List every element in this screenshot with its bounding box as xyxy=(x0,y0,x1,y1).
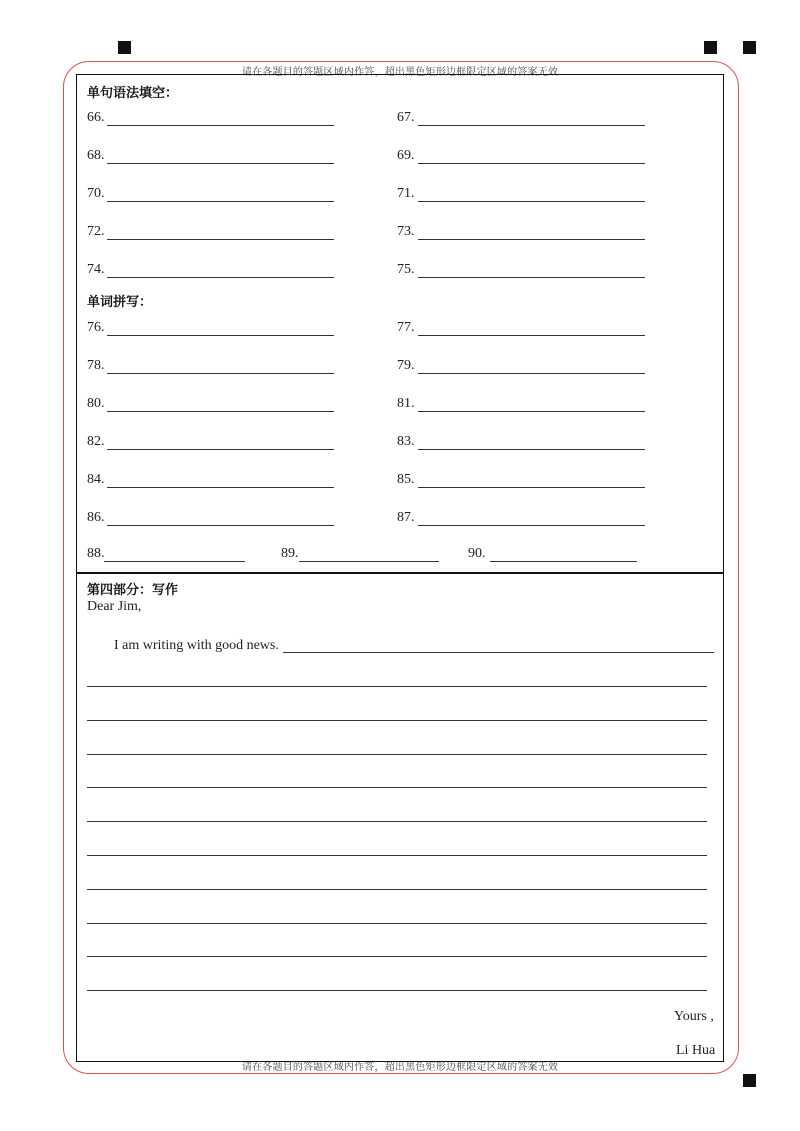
question-number: 67. xyxy=(397,110,415,125)
answer-line[interactable] xyxy=(418,373,645,374)
answer-line[interactable] xyxy=(418,411,645,412)
question-number: 70. xyxy=(87,186,105,201)
question-number: 74. xyxy=(87,262,105,277)
question-number: 81. xyxy=(397,396,415,411)
essay-line[interactable] xyxy=(87,956,707,957)
answer-line[interactable] xyxy=(418,335,645,336)
question-number: 79. xyxy=(397,358,415,373)
signature: Li Hua xyxy=(676,1043,716,1058)
essay-line[interactable] xyxy=(87,855,707,856)
answer-line[interactable] xyxy=(107,373,334,374)
answer-line-90[interactable] xyxy=(490,561,637,562)
answer-line[interactable] xyxy=(107,411,334,412)
question-number-90: 90. xyxy=(468,546,486,561)
answer-line[interactable] xyxy=(107,201,334,202)
answer-line[interactable] xyxy=(107,335,334,336)
answer-line[interactable] xyxy=(418,449,645,450)
answer-line[interactable] xyxy=(107,239,334,240)
closing: Yours , xyxy=(674,1009,714,1024)
answer-line[interactable] xyxy=(418,487,645,488)
registration-mark-top-left xyxy=(118,41,131,54)
answer-line[interactable] xyxy=(418,125,645,126)
registration-mark-top-right-1 xyxy=(704,41,717,54)
question-number: 80. xyxy=(87,396,105,411)
question-number: 73. xyxy=(397,224,415,239)
question-number: 76. xyxy=(87,320,105,335)
question-number: 69. xyxy=(397,148,415,163)
answer-line-89[interactable] xyxy=(299,561,439,562)
question-number: 83. xyxy=(397,434,415,449)
question-number: 68. xyxy=(87,148,105,163)
essay-line[interactable] xyxy=(87,754,707,755)
answer-line[interactable] xyxy=(418,239,645,240)
answer-line[interactable] xyxy=(418,201,645,202)
question-number: 82. xyxy=(87,434,105,449)
writing-section-title: 第四部分：写作 xyxy=(87,583,179,598)
answer-line-88[interactable] xyxy=(104,561,245,562)
essay-line-1[interactable] xyxy=(283,652,714,653)
question-number: 84. xyxy=(87,472,105,487)
registration-mark-top-right-2 xyxy=(743,41,756,54)
essay-line[interactable] xyxy=(87,889,707,890)
answer-line[interactable] xyxy=(107,487,334,488)
essay-line[interactable] xyxy=(87,686,707,687)
answer-line[interactable] xyxy=(418,525,645,526)
header-notice: 请在各题目的答题区域内作答，超出黑色矩形边框限定区域的答案无效 xyxy=(241,67,559,78)
answer-line[interactable] xyxy=(418,163,645,164)
question-number: 75. xyxy=(397,262,415,277)
spelling-section-title: 单词拼写： xyxy=(87,295,153,310)
answer-line[interactable] xyxy=(107,277,334,278)
question-number-89: 89. xyxy=(281,546,299,561)
registration-mark-bottom-right xyxy=(743,1074,756,1087)
answer-line[interactable] xyxy=(107,449,334,450)
footer-notice: 请在各题目的答题区域内作答，超出黑色矩形边框限定区域的答案无效 xyxy=(241,1062,559,1073)
essay-line[interactable] xyxy=(87,923,707,924)
question-number: 87. xyxy=(397,510,415,525)
essay-opening-sentence: I am writing with good news. xyxy=(114,638,279,653)
answer-line[interactable] xyxy=(107,125,334,126)
essay-line[interactable] xyxy=(87,990,707,991)
question-number-88: 88. xyxy=(87,546,105,561)
answer-line[interactable] xyxy=(107,163,334,164)
answer-line[interactable] xyxy=(418,277,645,278)
essay-line[interactable] xyxy=(87,821,707,822)
essay-line[interactable] xyxy=(87,720,707,721)
answer-line[interactable] xyxy=(107,525,334,526)
question-number: 66. xyxy=(87,110,105,125)
grammar-section-title: 单句语法填空： xyxy=(87,86,179,101)
question-number: 85. xyxy=(397,472,415,487)
question-number: 86. xyxy=(87,510,105,525)
question-number: 78. xyxy=(87,358,105,373)
salutation: Dear Jim, xyxy=(87,599,142,614)
question-number: 72. xyxy=(87,224,105,239)
question-number: 77. xyxy=(397,320,415,335)
question-number: 71. xyxy=(397,186,415,201)
essay-line[interactable] xyxy=(87,787,707,788)
